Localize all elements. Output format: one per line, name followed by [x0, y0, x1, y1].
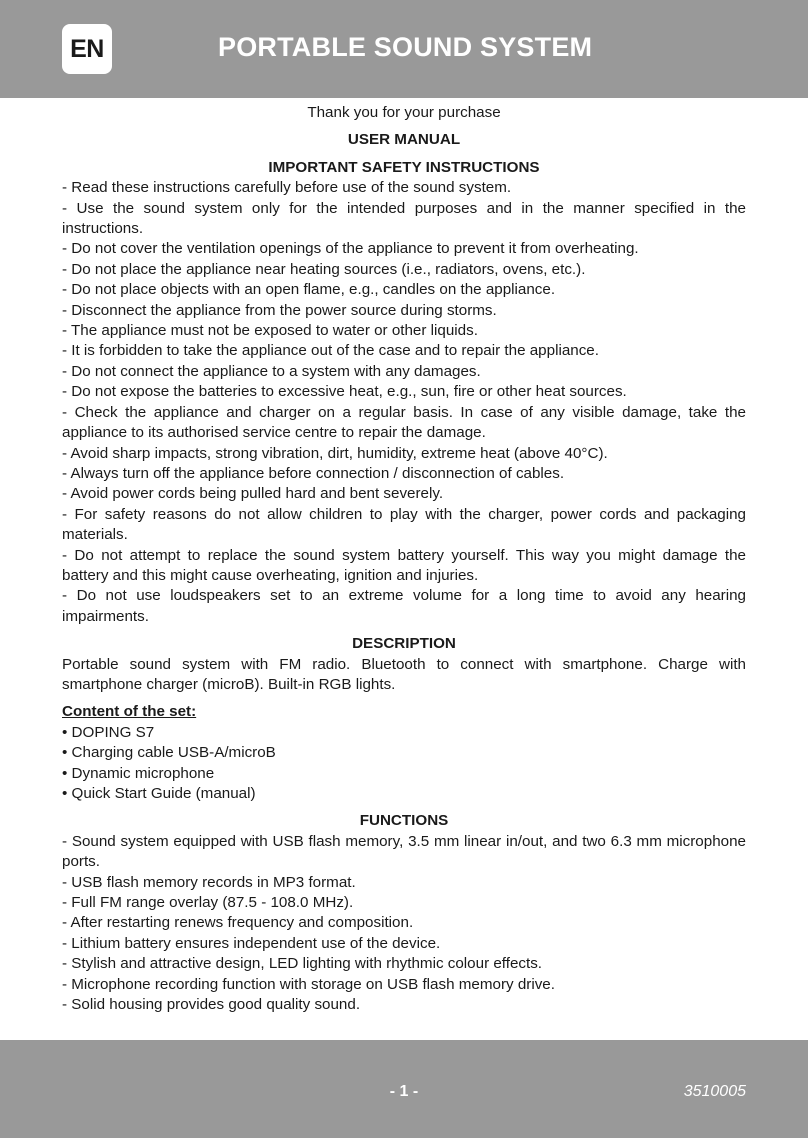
list-item: - Lithium battery ensures independent use of the device.	[62, 934, 441, 952]
list-item: - Stylish and attractive design, LED lighting with rhythmic colour effects.	[62, 955, 543, 973]
list-item: - Do not cover the ventilation openings of the appliance to prevent it from overheating.	[62, 240, 639, 258]
list-item: - Do not place objects with an open flame, e.g., candles on the appliance.	[62, 281, 556, 299]
safety-list	[62, 178, 746, 627]
content-set-list	[62, 723, 746, 805]
page-title: PORTABLE SOUND SYSTEM	[218, 32, 593, 62]
list-item: - Use the sound system only for the intended purposes and in the manner specified in the instructions.	[62, 199, 746, 238]
list-item: - USB flash memory records in MP3 format.	[62, 873, 356, 891]
functions-list	[62, 832, 746, 1016]
description-heading: DESCRIPTION	[352, 635, 456, 653]
list-item: - Do not connect the appliance to a system with any damages.	[62, 362, 481, 380]
footer-band	[0, 1040, 808, 1138]
list-item: - Do not use loudspeakers set to an extreme volume for a long time to avoid any hearing impairments.	[62, 587, 746, 625]
list-item: - Do not attempt to replace the sound system battery yourself. This way you might damage the battery and this might cause overheating, ignition and injuries.	[62, 546, 746, 584]
list-item: - The appliance must not be exposed to water or other liquids.	[62, 322, 478, 340]
list-item: • Charging cable USB-A/microB	[62, 744, 276, 762]
list-item: - After restarting renews frequency and composition.	[62, 914, 414, 932]
list-item: - Avoid power cords being pulled hard and bent severely.	[62, 485, 444, 503]
page-number: - 1 -	[389, 1083, 419, 1100]
list-item: - Read these instructions carefully before use of the sound system.	[62, 179, 512, 197]
list-item: - For safety reasons do not allow children to play with the charger, power cords and packaging materials.	[62, 505, 746, 544]
list-item: • Quick Start Guide (manual)	[62, 785, 256, 802]
list-item: - Full FM range overlay (87.5 - 108.0 MHz).	[62, 894, 354, 912]
list-item: - It is forbidden to take the appliance out of the case and to repair the appliance.	[62, 342, 599, 360]
list-item: - Avoid sharp impacts, strong vibration, dirt, humidity, extreme heat (above 40°C).	[62, 444, 608, 462]
header-band	[0, 0, 808, 98]
manual-title: USER MANUAL	[347, 131, 461, 149]
list-item: - Do not place the appliance near heating sources (i.e., radiators, ovens, etc.).	[62, 260, 586, 278]
list-item: - Do not expose the batteries to excessive heat, e.g., sun, fire or other heat sources.	[62, 383, 627, 401]
thanks-text: Thank you for your purchase	[307, 104, 501, 121]
language-badge: EN	[62, 24, 112, 74]
safety-heading: IMPORTANT SAFETY INSTRUCTIONS	[268, 158, 540, 176]
document-code: 3510005	[683, 1083, 746, 1100]
description-text: Portable sound system with FM radio. Bluetooth to connect with smartphone. Charge with smartphone charger (microB). Built-in RGB lights.	[62, 655, 746, 693]
list-item: - Always turn off the appliance before connection / disconnection of cables.	[62, 464, 565, 482]
content-set-heading: Content of the set:	[62, 703, 197, 721]
functions-heading: FUNCTIONS	[359, 812, 449, 830]
list-item: - Sound system equipped with USB flash memory, 3.5 mm linear in/out, and two 6.3 mm microphone ports.	[62, 832, 746, 871]
list-item: - Check the appliance and charger on a regular basis. In case of any visible damage, take the appliance to its authorised service centre to repair the damage.	[62, 403, 746, 442]
list-item: - Disconnect the appliance from the power source during storms.	[62, 301, 497, 319]
manual-content	[62, 103, 746, 1015]
list-item: • DOPING S7	[62, 723, 155, 741]
list-item: • Dynamic microphone	[62, 764, 215, 782]
list-item: - Microphone recording function with storage on USB flash memory drive.	[62, 975, 555, 993]
list-item: - Solid housing provides good quality sound.	[62, 996, 361, 1014]
